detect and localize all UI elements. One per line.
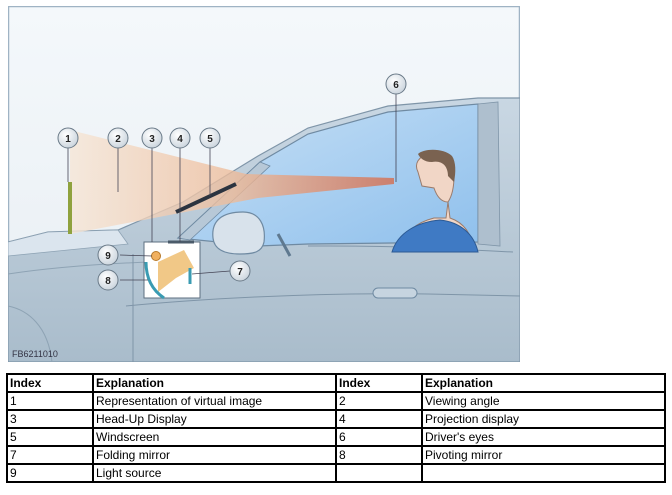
door-handle — [373, 288, 417, 298]
side-mirror — [213, 212, 265, 254]
callout-1-label: 1 — [65, 134, 71, 145]
legend-explanation: Windscreen — [93, 428, 336, 446]
legend-index: 3 — [7, 410, 93, 428]
b-pillar — [478, 102, 500, 246]
callout-5-label: 5 — [207, 134, 213, 145]
callout-1 — [58, 128, 78, 148]
legend-index: 5 — [7, 428, 93, 446]
callout-4-label: 4 — [177, 134, 183, 145]
legend-header-row — [7, 374, 665, 392]
callout-3-label: 3 — [149, 134, 155, 145]
legend-header-explanation-2: Explanation — [422, 374, 665, 392]
legend-index: 2 — [336, 392, 422, 410]
callout-2-label: 2 — [115, 134, 121, 145]
legend-index: 4 — [336, 410, 422, 428]
callout-7 — [230, 261, 250, 281]
legend-index: 7 — [7, 446, 93, 464]
legend-explanation: Head-Up Display — [93, 410, 336, 428]
legend-header-index-2: Index — [336, 374, 422, 392]
callout-4 — [170, 128, 190, 148]
table-row — [7, 464, 665, 482]
callout-5 — [200, 128, 220, 148]
legend-explanation: Folding mirror — [93, 446, 336, 464]
legend-explanation: Light source — [93, 464, 336, 482]
hud-diagram — [8, 6, 520, 362]
legend-index: 1 — [7, 392, 93, 410]
table-row — [7, 428, 665, 446]
legend-index: 8 — [336, 446, 422, 464]
legend-explanation: Representation of virtual image — [93, 392, 336, 410]
legend-explanation: Driver's eyes — [422, 428, 665, 446]
callout-6-label: 6 — [393, 80, 399, 91]
legend-index — [336, 464, 422, 482]
callout-2 — [108, 128, 128, 148]
legend-header-explanation-1: Explanation — [93, 374, 336, 392]
legend-explanation: Projection display — [422, 410, 665, 428]
callout-6 — [386, 74, 406, 94]
callout-8 — [98, 270, 118, 290]
legend-explanation — [422, 464, 665, 482]
table-row — [7, 446, 665, 464]
legend-index: 6 — [336, 428, 422, 446]
legend-explanation: Pivoting mirror — [422, 446, 665, 464]
callout-9-label: 9 — [105, 251, 111, 262]
legend-header-index-1: Index — [7, 374, 93, 392]
callout-7-label: 7 — [237, 267, 243, 278]
callout-3 — [142, 128, 162, 148]
hud-diagram-svg — [8, 6, 520, 362]
light-source — [152, 252, 161, 261]
legend-index: 9 — [7, 464, 93, 482]
callout-9 — [98, 245, 118, 265]
legend-table — [6, 373, 666, 483]
callout-8-label: 8 — [105, 276, 111, 287]
table-row — [7, 392, 665, 410]
figure-code: FB6211010 — [12, 349, 58, 359]
table-row — [7, 410, 665, 428]
legend-explanation: Viewing angle — [422, 392, 665, 410]
